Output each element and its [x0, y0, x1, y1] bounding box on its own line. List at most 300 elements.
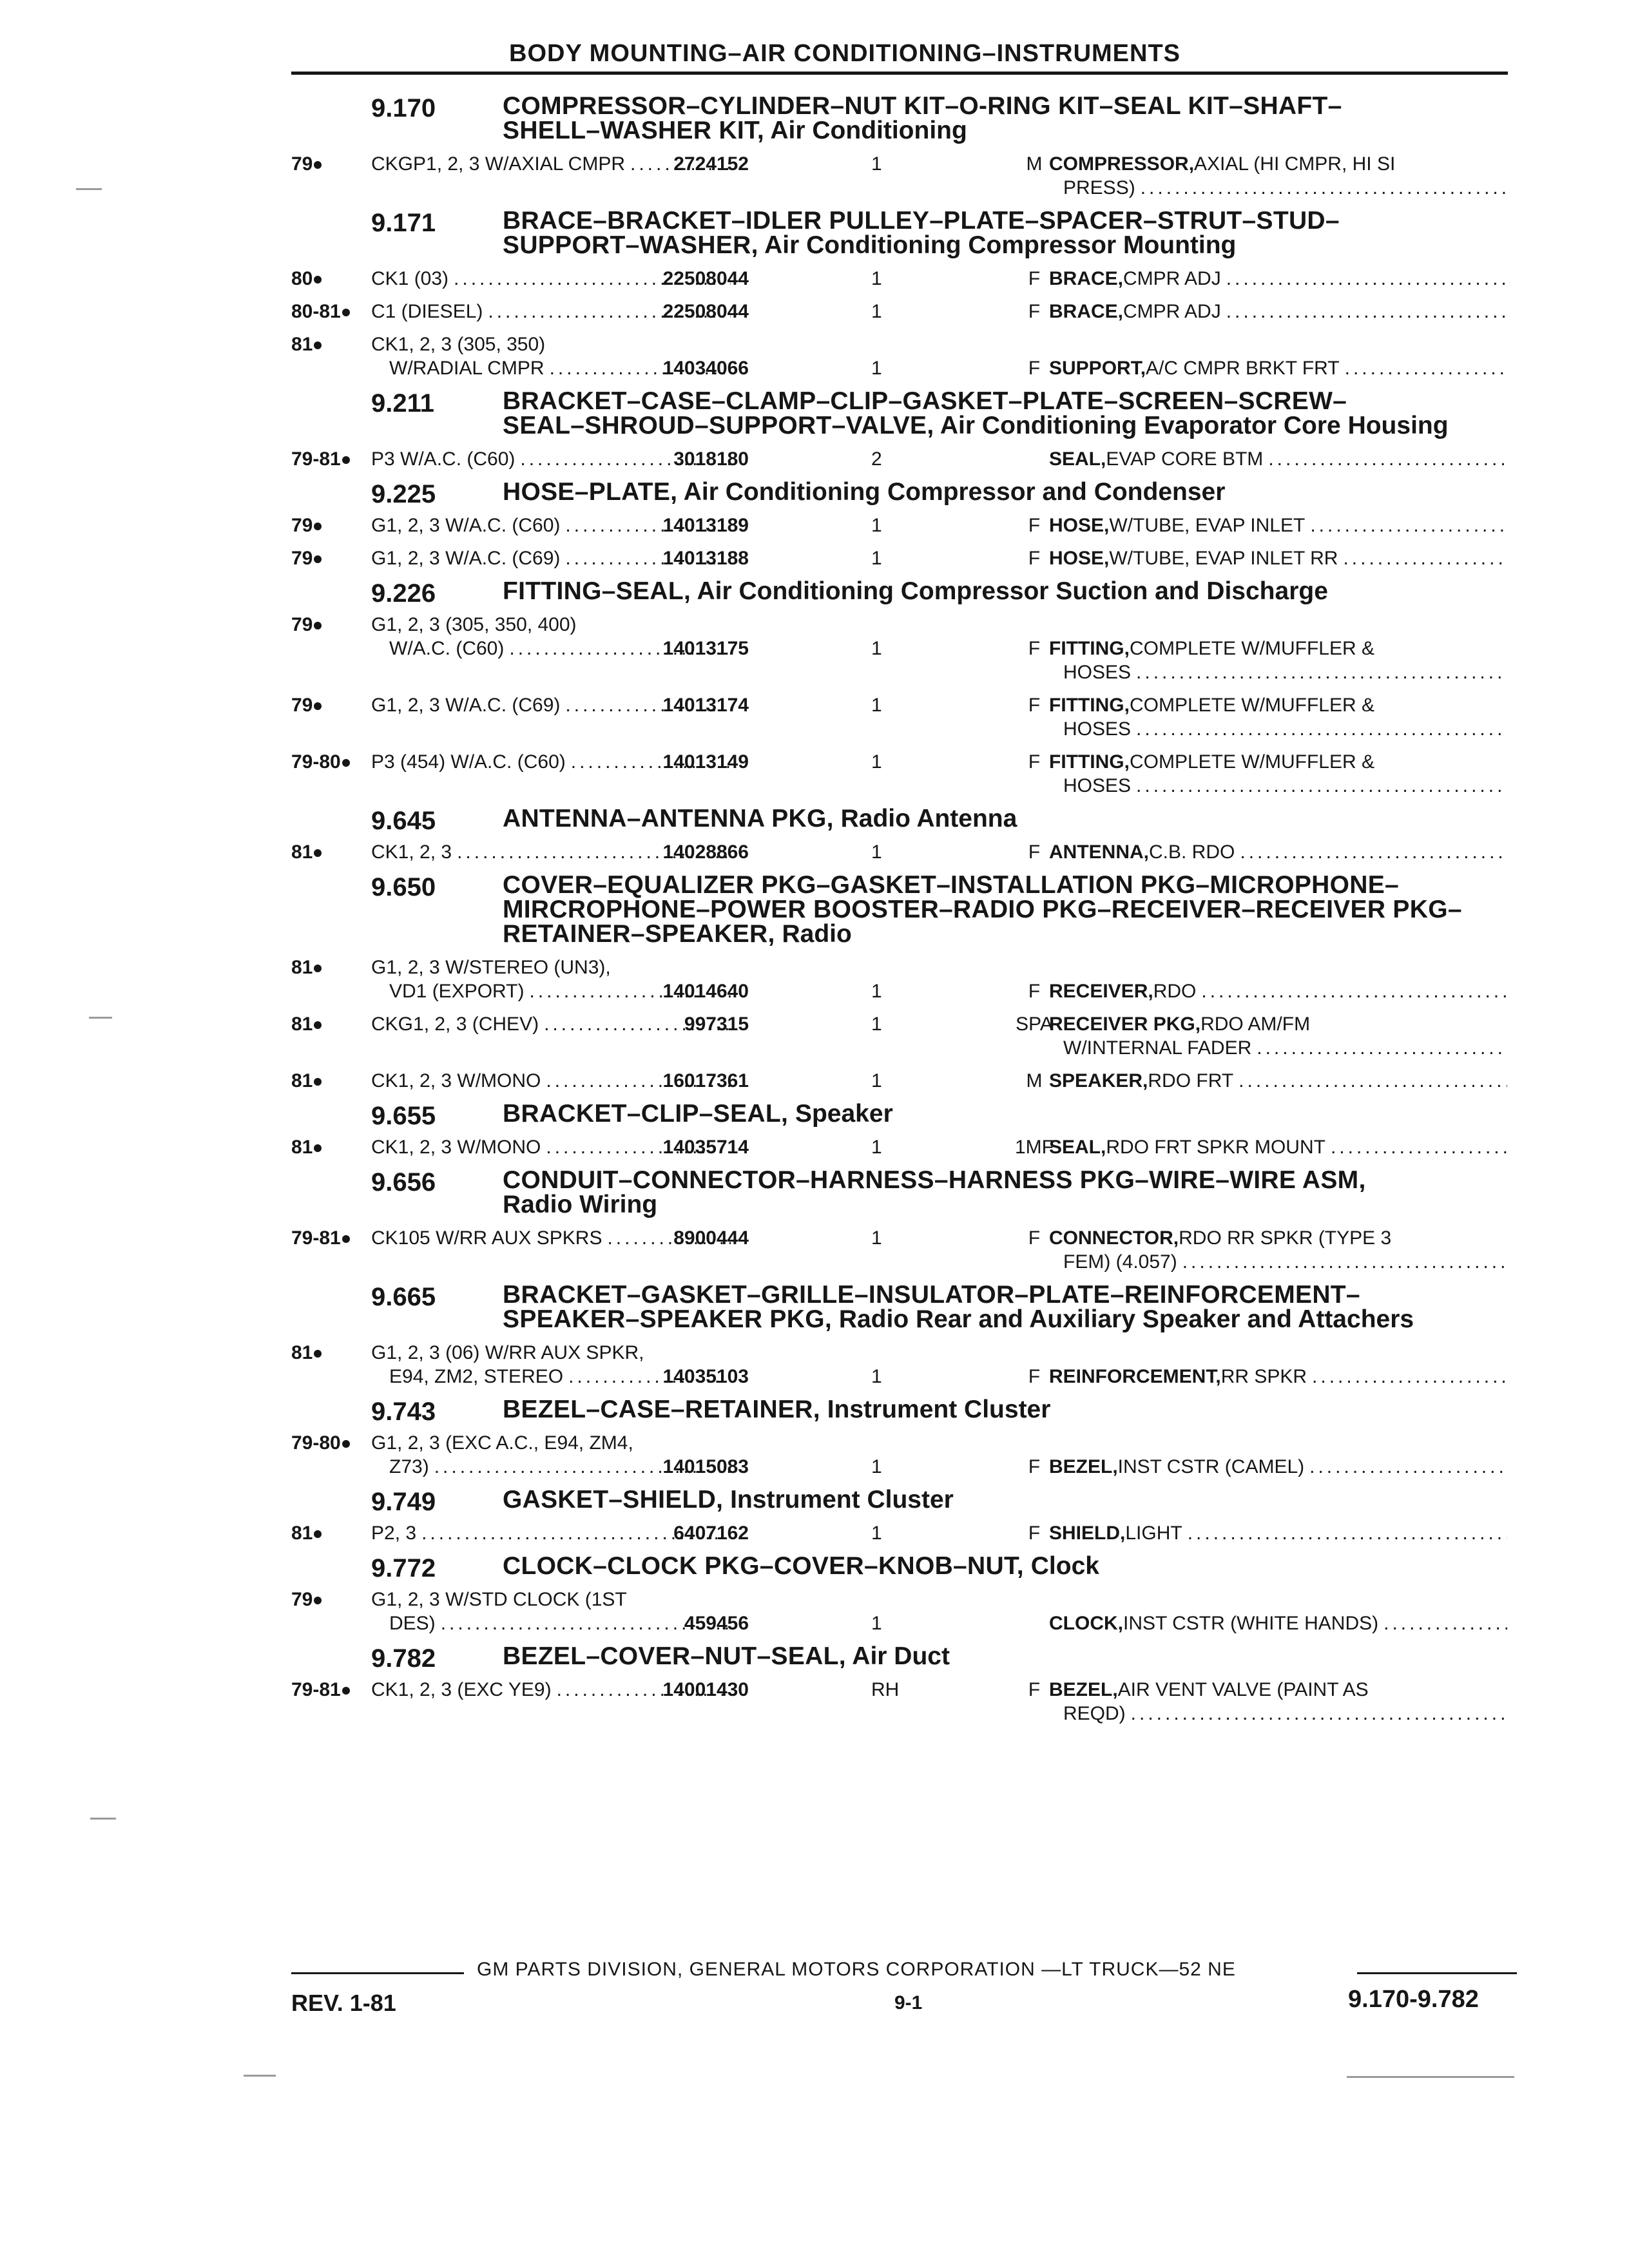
description-name: BEZEL,: [1049, 1679, 1118, 1700]
description-line: [1049, 1365, 1507, 1389]
section-title-line: [503, 233, 1516, 258]
description-cell: [1049, 447, 1507, 471]
section-header: [291, 1552, 1516, 1582]
margin-mark: [89, 1017, 112, 1019]
model-year-value: 79-81: [291, 1679, 341, 1700]
margin-mark: [90, 1818, 116, 1820]
quantity: 1: [871, 1613, 882, 1634]
part-row: [291, 300, 1516, 323]
part-row: [291, 1012, 1516, 1060]
section-9-645: [291, 807, 1516, 864]
section-group-name: Air Conditioning Compressor Mounting: [764, 231, 1237, 259]
part-number: 14014640: [662, 981, 749, 1002]
model-year: [291, 514, 322, 537]
part-row: [291, 613, 1516, 684]
section-group-name: Air Duct: [852, 1642, 950, 1670]
description-line: [1049, 176, 1507, 200]
model-year-value: 81: [291, 1070, 313, 1091]
margin-mark: [244, 2075, 276, 2077]
description-line: [1049, 152, 1507, 176]
part-row: [291, 1341, 1516, 1389]
description-line: [1049, 514, 1507, 537]
section-title-line: [503, 119, 1516, 143]
quantity: 1: [871, 358, 882, 379]
usage-text: CK1, 2, 3 W/MONO: [371, 1070, 541, 1091]
leader-dots: [1325, 1135, 1507, 1159]
section-9-171: [291, 209, 1516, 380]
model-year: [291, 152, 322, 176]
quantity: 1: [871, 841, 882, 863]
part-number: 997315: [684, 1014, 749, 1035]
section-number: 9.665: [371, 1283, 436, 1311]
section-title: [503, 94, 1516, 143]
section-header: [291, 389, 1516, 438]
description-name: REINFORCEMENT,: [1049, 1366, 1221, 1387]
description-cell: [1049, 546, 1507, 570]
model-year-value: 79-80: [291, 1432, 341, 1454]
source-code: F: [1028, 638, 1041, 659]
usage-line: [371, 956, 731, 979]
section-title-line: [503, 1102, 1516, 1126]
part-number: 459456: [684, 1613, 749, 1634]
part-row: [291, 152, 1516, 200]
description-text: C.B. RDO: [1149, 841, 1235, 863]
section-number: 9.171: [371, 209, 436, 237]
section-title-line: [503, 807, 1516, 831]
model-year-value: 79-81: [291, 448, 341, 470]
part-number: 14013174: [662, 695, 749, 716]
revision-label: REV. 1-81: [291, 1990, 396, 2016]
description-text: LIGHT: [1125, 1523, 1182, 1544]
section-title: [503, 579, 1516, 604]
model-year: [291, 956, 322, 979]
description-name: CONNECTOR,: [1049, 1227, 1179, 1249]
quantity: 2: [871, 448, 882, 470]
section-header: [291, 805, 1516, 835]
model-year-value: 81: [291, 334, 313, 355]
model-year: [291, 1431, 350, 1455]
bullet-icon: [314, 1597, 322, 1604]
section-number: 9.650: [371, 873, 436, 901]
description-text: CMPR ADJ: [1123, 301, 1221, 322]
description-text: HOSES: [1063, 718, 1132, 740]
part-number: 3018180: [673, 448, 749, 470]
model-year: [291, 1012, 322, 1036]
section-part-names-cont: GASKET–SHIELD,: [503, 1486, 724, 1514]
description-line: [1049, 717, 1507, 741]
page-number: 9-1: [894, 1992, 923, 2013]
description-line: [1049, 1455, 1507, 1479]
leader-dots: [1340, 356, 1507, 380]
section-number: 9.782: [371, 1644, 436, 1673]
leader-dots: [1251, 1036, 1507, 1060]
description-text: RR SPKR: [1220, 1366, 1307, 1387]
section-9-655: [291, 1102, 1516, 1159]
section-group-name: Clock: [1030, 1552, 1099, 1580]
section-title-line: [503, 1307, 1516, 1332]
description-cell: [1049, 1678, 1507, 1725]
bullet-icon: [342, 1687, 350, 1695]
model-year: [291, 1341, 322, 1365]
description-cell: [1049, 750, 1507, 798]
description-line: [1049, 774, 1507, 798]
usage-line: [371, 613, 731, 637]
usage-text: CKGP1, 2, 3 W/AXIAL CMPR: [371, 153, 625, 175]
quantity: 1: [871, 1456, 882, 1477]
usage-text: G1, 2, 3 W/STEREO (UN3),: [371, 957, 611, 978]
description-text: COMPLETE W/MUFFLER &: [1129, 695, 1375, 716]
section-part-names: COMPRESSOR–CYLINDER–NUT KIT–O-RING KIT–SEAL KIT–SHAFT–: [503, 92, 1342, 120]
description-cell: [1049, 840, 1507, 864]
section-title: [503, 1488, 1516, 1512]
leader-dots: [1235, 840, 1507, 864]
bullet-icon: [314, 1144, 322, 1152]
part-row: [291, 750, 1516, 798]
description-name: COMPRESSOR,: [1049, 153, 1195, 175]
description-cell: [1049, 1226, 1507, 1274]
section-number: 9.226: [371, 579, 436, 608]
leader-dots: [1131, 660, 1507, 684]
part-number: 2724152: [673, 153, 749, 175]
description-cell: [1049, 693, 1507, 741]
section-9-225: [291, 480, 1516, 570]
section-part-names-cont: HOSE–PLATE,: [503, 478, 678, 506]
description-line: [1049, 356, 1507, 380]
quantity: 1: [871, 981, 882, 1002]
section-title: [503, 1168, 1516, 1217]
usage-text: CK1, 2, 3 (305, 350): [371, 334, 546, 355]
section-number: 9.772: [371, 1554, 436, 1582]
part-number: 14035714: [662, 1137, 749, 1158]
model-year-value: 80-81: [291, 301, 341, 322]
bullet-icon: [314, 1021, 322, 1029]
model-year: [291, 447, 350, 471]
description-text: A/C CMPR BRKT FRT: [1146, 358, 1340, 379]
source-code: F: [1028, 515, 1041, 536]
usage-text: W/A.C. (C60): [389, 638, 505, 659]
model-year: [291, 1226, 350, 1250]
description-line: [1049, 840, 1507, 864]
section-number: 9.645: [371, 807, 436, 835]
description-name: BRACE,: [1049, 301, 1124, 322]
description-cell: [1049, 1069, 1507, 1093]
description-text: COMPLETE W/MUFFLER &: [1129, 751, 1375, 773]
description-line: [1049, 1036, 1507, 1060]
usage-line: [371, 1012, 731, 1036]
description-cell: [1049, 637, 1507, 684]
description-line: [1049, 1702, 1507, 1725]
part-row: [291, 514, 1516, 537]
description-text: HOSES: [1063, 775, 1132, 796]
section-header: [291, 478, 1516, 508]
part-row: [291, 1431, 1516, 1479]
usage-line: [371, 1341, 731, 1365]
source-code: F: [1028, 695, 1041, 716]
section-group-name: Air Conditioning Evaporator Core Housing: [940, 412, 1449, 439]
section-number: 9.225: [371, 480, 436, 508]
quantity: 1: [871, 301, 882, 322]
description-cell: [1049, 152, 1507, 200]
page-range: 9.170-9.782: [1348, 1986, 1479, 2013]
description-text: RDO AM/FM: [1200, 1014, 1311, 1035]
section-header: [291, 94, 1516, 143]
model-year: [291, 1588, 322, 1611]
usage-cell: [371, 1588, 731, 1635]
model-year: [291, 267, 322, 291]
description-cell: [1049, 356, 1507, 380]
part-row: [291, 447, 1516, 471]
quantity: 1: [871, 695, 882, 716]
section-title-line: [503, 1193, 1516, 1217]
usage-text: G1, 2, 3 (EXC A.C., E94, ZM4,: [371, 1432, 633, 1454]
description-line: [1049, 300, 1507, 323]
leader-dots: [1177, 1250, 1507, 1274]
source-code: F: [1028, 268, 1041, 289]
section-group-name: Air Conditioning: [770, 117, 967, 144]
part-row: [291, 332, 1516, 380]
description-text: FEM) (4.057): [1063, 1251, 1177, 1273]
section-9-782: [291, 1644, 1516, 1725]
model-year: [291, 1135, 322, 1159]
section-title-line: [503, 579, 1516, 604]
part-row: [291, 1678, 1516, 1725]
part-number: 14013188: [662, 548, 749, 569]
quantity: 1: [871, 1366, 882, 1387]
section-title-line: [503, 480, 1516, 505]
section-part-names-cont: BEZEL–COVER–NUT–SEAL,: [503, 1642, 846, 1670]
description-name: SUPPORT,: [1049, 358, 1146, 379]
bullet-icon: [314, 161, 322, 169]
source-code: F: [1028, 1679, 1041, 1700]
source-code: F: [1028, 1523, 1041, 1544]
part-number: 22508044: [662, 268, 749, 289]
usage-text: P2, 3: [371, 1523, 417, 1544]
bullet-icon: [342, 759, 350, 767]
section-header: [291, 1396, 1516, 1426]
section-9-211: [291, 389, 1516, 471]
bullet-icon: [314, 341, 322, 349]
section-title-line: [503, 1644, 1516, 1669]
section-group-name: Instrument Cluster: [730, 1486, 954, 1514]
description-line: [1049, 660, 1507, 684]
section-9-170: [291, 94, 1516, 200]
margin-mark: [1347, 2076, 1514, 2078]
quantity: 1: [871, 1070, 882, 1091]
description-cell: [1049, 1012, 1507, 1060]
usage-text: VD1 (EXPORT): [389, 981, 525, 1002]
footer-rule-right: [1357, 1972, 1517, 1974]
leader-dots: [1307, 1365, 1507, 1389]
section-title: [503, 209, 1516, 258]
section-part-names-cont: SHELL–WASHER KIT,: [503, 117, 764, 144]
description-name: HOSE,: [1049, 515, 1110, 536]
model-year: [291, 1521, 322, 1545]
section-group-name: Instrument Cluster: [827, 1396, 1051, 1423]
section-title: [503, 1398, 1516, 1422]
description-cell: [1049, 1455, 1507, 1479]
section-part-names-cont: BRACKET–CLIP–SEAL,: [503, 1100, 789, 1128]
part-row: [291, 267, 1516, 291]
description-text: RDO FRT SPKR MOUNT: [1106, 1137, 1325, 1158]
section-header: [291, 1642, 1516, 1673]
description-cell: [1049, 1365, 1507, 1389]
source-code: F: [1028, 1227, 1041, 1249]
section-9-743: [291, 1398, 1516, 1479]
model-year-value: 79-81: [291, 1227, 341, 1249]
description-text: CMPR ADJ: [1123, 268, 1221, 289]
section-number: 9.655: [371, 1102, 436, 1130]
bullet-icon: [314, 849, 322, 857]
section-part-names: CONDUIT–CONNECTOR–HARNESS–HARNESS PKG–WIRE–WIRE ASM,: [503, 1166, 1366, 1194]
part-row: [291, 956, 1516, 1003]
bullet-icon: [342, 456, 350, 464]
part-number: 22508044: [662, 301, 749, 322]
usage-text: C1 (DIESEL): [371, 301, 483, 322]
usage-text: G1, 2, 3 (06) W/RR AUX SPKR,: [371, 1342, 644, 1363]
section-part-names-cont: SPEAKER–SPEAKER PKG,: [503, 1305, 832, 1333]
section-part-names-cont: CLOCK–CLOCK PKG–COVER–KNOB–NUT,: [503, 1552, 1024, 1580]
description-line: [1049, 1012, 1507, 1036]
part-number: 14034066: [662, 358, 749, 379]
section-group-name: Air Conditioning Compressor Suction and Discharge: [697, 577, 1328, 605]
model-year: [291, 840, 322, 864]
description-name: CLOCK,: [1049, 1613, 1123, 1634]
part-row: [291, 840, 1516, 864]
section-title-line: [503, 1488, 1516, 1512]
usage-text: CK105 W/RR AUX SPKRS: [371, 1227, 602, 1249]
section-title-line: [503, 898, 1516, 947]
part-row: [291, 546, 1516, 570]
quantity: 1: [871, 1523, 882, 1544]
section-part-names-cont: ANTENNA–ANTENNA PKG,: [503, 805, 834, 832]
footer-corporation: GM PARTS DIVISION, GENERAL MOTORS CORPORATION —LT TRUCK—52 NE: [477, 1959, 1236, 1980]
quantity: RH: [871, 1679, 900, 1700]
description-name: FITTING,: [1049, 638, 1130, 659]
leader-dots: [1263, 447, 1507, 471]
leader-dots: [1131, 774, 1507, 798]
model-year: [291, 613, 322, 637]
description-cell: [1049, 1135, 1507, 1159]
quantity: 1: [871, 638, 882, 659]
section-title: [503, 389, 1516, 438]
section-group-name: Radio Rear and Auxiliary Speaker and Attachers: [838, 1305, 1414, 1333]
leader-dots: [1221, 267, 1507, 291]
part-row: [291, 1069, 1516, 1093]
leader-dots: [1131, 717, 1507, 741]
section-part-names: BRACKET–GASKET–GRILLE–INSULATOR–PLATE–REINFORCEMENT–: [503, 1281, 1360, 1309]
source-code: 1MF: [1015, 1137, 1054, 1158]
source-code: M: [1026, 153, 1043, 175]
model-year-value: 81: [291, 1342, 313, 1363]
description-text: AIR VENT VALVE (PAINT AS: [1117, 1679, 1369, 1700]
quantity: 1: [871, 1137, 882, 1158]
section-header: [291, 873, 1516, 947]
description-cell: [1049, 1521, 1507, 1545]
description-line: [1049, 447, 1507, 471]
bullet-icon: [314, 1078, 322, 1086]
section-9-226: [291, 579, 1516, 798]
bullet-icon: [314, 965, 322, 972]
section-header: [291, 1283, 1516, 1332]
part-number: 14013149: [662, 751, 749, 773]
usage-cell: [371, 1012, 731, 1036]
description-line: [1049, 1135, 1507, 1159]
model-year: [291, 750, 350, 774]
quantity: 1: [871, 751, 882, 773]
description-name: ANTENNA,: [1049, 841, 1149, 863]
part-row: [291, 1521, 1516, 1545]
part-number: 14013175: [662, 638, 749, 659]
section-9-772: [291, 1554, 1516, 1635]
description-text: W/TUBE, EVAP INLET RR: [1109, 548, 1338, 569]
model-year-value: 79: [291, 1589, 313, 1610]
description-line: [1049, 267, 1507, 291]
model-year-value: 79: [291, 153, 313, 175]
source-code: F: [1028, 1366, 1041, 1387]
usage-text: CK1, 2, 3 W/MONO: [371, 1137, 541, 1158]
model-year-value: 81: [291, 1523, 313, 1544]
section-group-name: Radio: [782, 920, 852, 948]
description-line: [1049, 750, 1507, 774]
leader-dots: [1182, 1521, 1507, 1545]
part-row: [291, 1226, 1516, 1274]
source-code: M: [1026, 1070, 1043, 1091]
description-text: COMPLETE W/MUFFLER &: [1129, 638, 1375, 659]
section-9-656: [291, 1168, 1516, 1274]
section-number: 9.656: [371, 1168, 436, 1196]
section-part-names: COVER–EQUALIZER PKG–GASKET–INSTALLATION PKG–MICROPHONE–: [503, 871, 1400, 899]
description-cell: [1049, 1611, 1507, 1635]
section-title: [503, 1283, 1516, 1332]
description-text: RDO RR SPKR (TYPE 3: [1179, 1227, 1392, 1249]
section-number: 9.170: [371, 94, 436, 122]
bullet-icon: [342, 309, 350, 316]
description-text: W/INTERNAL FADER: [1063, 1037, 1252, 1059]
model-year-value: 81: [291, 1014, 313, 1035]
section-title: [503, 807, 1516, 831]
usage-text: G1, 2, 3 W/A.C. (C69): [371, 695, 561, 716]
description-name: BEZEL,: [1049, 1456, 1118, 1477]
section-group-name: Radio Antenna: [840, 805, 1017, 832]
usage-text: P3 (454) W/A.C. (C60): [371, 751, 566, 773]
section-9-749: [291, 1488, 1516, 1545]
usage-line: [371, 332, 731, 356]
description-text: W/TUBE, EVAP INLET: [1109, 515, 1306, 536]
model-year: [291, 300, 350, 323]
usage-text: W/RADIAL CMPR: [389, 358, 545, 379]
leader-dots: [1126, 1702, 1507, 1725]
section-part-names-cont: SEAL–SHROUD–SUPPORT–VALVE,: [503, 412, 934, 439]
description-text: RDO FRT: [1148, 1070, 1234, 1091]
section-group-name: Speaker: [795, 1100, 893, 1128]
model-year: [291, 693, 322, 717]
section-group-name: Air Conditioning Compressor and Condenser: [683, 478, 1226, 506]
bullet-icon: [314, 276, 322, 284]
description-line: [1049, 693, 1507, 717]
parts-list: [291, 94, 1516, 1735]
usage-text: CK1 (03): [371, 268, 449, 289]
description-name: RECEIVER,: [1049, 981, 1153, 1002]
section-title-line: [503, 1554, 1516, 1579]
footer-rule-left: [291, 1972, 464, 1974]
description-name: SHIELD,: [1049, 1523, 1126, 1544]
usage-line: [371, 1611, 731, 1635]
quantity: 1: [871, 153, 882, 175]
model-year-value: 80: [291, 268, 313, 289]
section-part-names: BRACKET–CASE–CLAMP–CLIP–GASKET–PLATE–SCREEN–SCREW–: [503, 387, 1347, 415]
quantity: 1: [871, 268, 882, 289]
section-9-665: [291, 1283, 1516, 1389]
